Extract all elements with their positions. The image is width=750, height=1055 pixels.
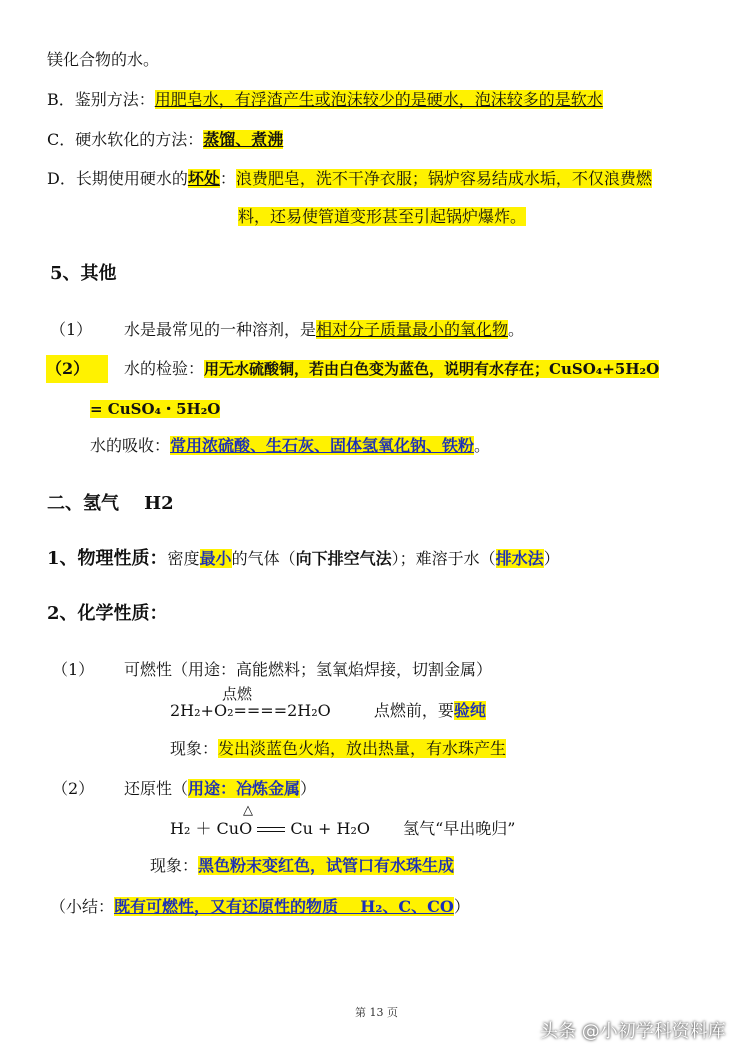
point-2-answer: 用无水硫酸铜，若由白色变为蓝色，说明有水存在；CuSO₄+5H₂O <box>204 360 660 378</box>
hydrogen-heading: 二、氢气 H2 <box>47 493 174 514</box>
reduction-equation: H₂ ＋ CuO Cu + H₂O 氢气“早出晚归” <box>170 819 516 838</box>
item-d-harm: D．长期使用硬水的坏处：浪费肥皂，洗不干净衣服；锅炉容易结成水垢，不仅浪费燃 <box>47 169 652 188</box>
reducibility-line: （2） 还原性（用途：冶炼金属） <box>52 779 317 798</box>
combustion-equation: 2H₂+O₂====2H₂O 点燃前，要验纯 <box>170 701 486 720</box>
line-hard-water-end: 镁化合物的水。 <box>47 50 160 69</box>
physical-downward-air: 向下排空气法 <box>295 549 392 568</box>
item-d-harm-cont <box>238 203 526 231</box>
page-number: 第 13 页 <box>355 1006 398 1019</box>
section-5-heading: 5、其他 <box>50 263 117 284</box>
point-3-answer: 常用浓硫酸、生石灰、固体氢氧化钠、铁粉 <box>170 436 475 455</box>
heating-triangle-icon: △ <box>243 803 253 818</box>
item-b-identification <box>47 86 603 114</box>
watermark: 头条 @小初学科资料库 <box>540 1021 726 1042</box>
point-2-number: （2） <box>46 355 108 383</box>
chemical-properties-label: 2、化学性质： <box>47 603 168 624</box>
combustion-purity-check: 验纯 <box>453 701 486 720</box>
item-c-label: C．硬水软化的方法： <box>47 130 204 149</box>
item-d-key: 坏处 <box>187 169 220 188</box>
point-2-equation: = CuSO₄・5H₂O <box>90 400 221 418</box>
physical-lowest-density: 最小 <box>199 549 232 568</box>
item-b-label: B．鉴别方法： <box>47 90 155 109</box>
point-2-detection-cont <box>90 395 220 423</box>
reduction-phenomenon-answer: 黑色粉末变红色，试管口有水珠生成 <box>198 856 455 875</box>
physical-water-displacement: 排水法 <box>495 549 544 568</box>
item-d-answer-1: 浪费肥皂，洗不干净衣服；锅炉容易结成水垢，不仅浪费燃 <box>235 169 652 188</box>
combustion-phenomenon-answer: 发出淡蓝色火焰，放出热量，有水珠产生 <box>218 739 507 758</box>
summary-answer: 既有可燃性，又有还原性的物质 H₂、C、CO <box>114 897 454 916</box>
item-c-answer: 蒸馏、煮沸 <box>203 130 284 149</box>
reduction-phenomenon: 现象：黑色粉末变红色，试管口有水珠生成 <box>150 856 455 875</box>
reducibility-use: 用途：冶炼金属 <box>188 779 301 798</box>
physical-properties: 1、物理性质：密度最小的气体（向下排空气法）；难溶于水（排水法） <box>47 548 560 569</box>
item-b-answer: 用肥皂水，有浮渣产生或泡沫较少的是硬水，泡沫较多的是软水 <box>154 90 603 109</box>
combustion-condition: 点燃 <box>222 685 253 703</box>
point-2-detection: （2） 水的检验：用无水硫酸铜，若由白色变为蓝色，说明有水存在；CuSO₄+5H₂O <box>46 355 659 383</box>
combustibility-line: （1） 可燃性（用途：高能燃料；氢氧焰焊接，切割金属） <box>52 660 493 679</box>
point-3-absorption: 水的吸收：常用浓硫酸、生石灰、固体氢氧化钠、铁粉。 <box>90 436 491 455</box>
point-1-solvent: （1） 水是最常见的一种溶剂，是相对分子质量最小的氧化物。 <box>50 320 525 339</box>
item-c-softening <box>47 126 283 154</box>
combustion-phenomenon: 现象：发出淡蓝色火焰，放出热量，有水珠产生 <box>170 739 507 758</box>
physical-properties-label: 1、物理性质： <box>47 548 168 569</box>
item-d-label: D．长期使用硬水的 <box>47 169 188 188</box>
equation-equals <box>257 827 285 832</box>
point-1-answer: 相对分子质量最小的氧化物 <box>316 320 509 339</box>
item-d-answer-2: 料，还易使管道变形甚至引起锅炉爆炸。 <box>238 207 527 226</box>
summary-line: （小结：既有可燃性，又有还原性的物质 H₂、C、CO） <box>50 897 470 916</box>
